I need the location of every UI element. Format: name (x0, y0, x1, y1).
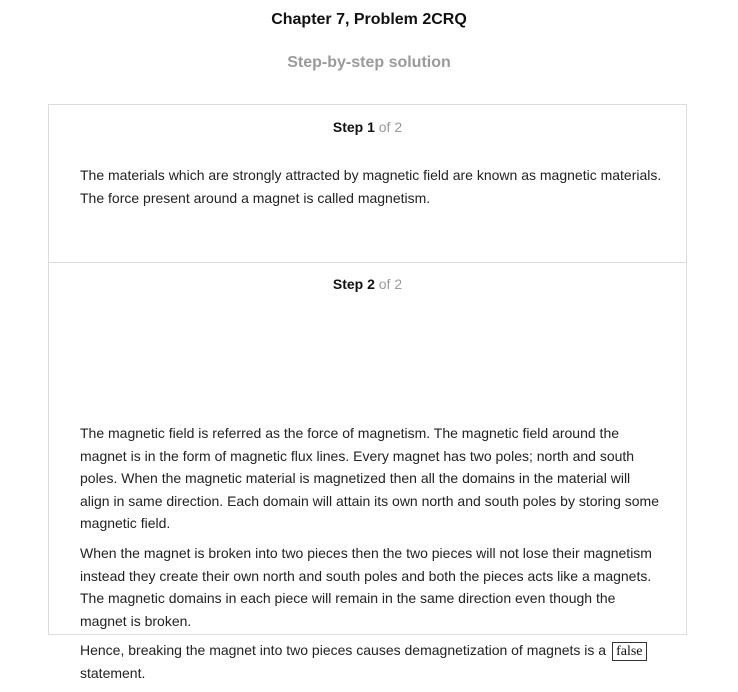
answer-box: false (612, 642, 646, 661)
step-2-paragraph-2: When the magnet is broken into two pieces then the two pieces will not lose their magnetism instead they create their own north and south poles and both the pieces acts like a magnets. The magnetic domains in each piece will remain in the same direction even though the magnet is broken. (80, 544, 652, 629)
page-subtitle: Step-by-step solution (287, 54, 451, 71)
step-2-label: Step 2 (332, 276, 375, 292)
step-1-paragraph: The materials which are strongly attracted by magnetic field are known as magnetic materials. The force present around a magnet is called magnetism. (80, 167, 662, 206)
step-1-count: of 2 (378, 119, 403, 135)
step-2-conclusion (80, 639, 662, 684)
step-1-body (80, 164, 662, 216)
step-2-paragraph-1: The magnetic field is referred as the force of magnetism. The magnetic field around the magnet is in the form of magnetic flux lines. Every magnet has two poles; north and south poles. When the magnetic material is magnetized then all the domains in the material will align in same direction. Each domain will attain its own north and south poles by storing some magnetic field. (80, 425, 659, 532)
step-1-section (49, 105, 686, 263)
step-2-section (49, 262, 686, 681)
step-1-label: Step 1 (332, 119, 375, 135)
step-2-count: of 2 (378, 276, 403, 292)
step-1-header (49, 119, 686, 135)
conclusion-prefix: Hence, breaking the magnet into two pieces causes demagnetization of magnets is a (80, 642, 607, 659)
page-title: Chapter 7, Problem 2CRQ (271, 11, 467, 28)
step-2-header (49, 276, 686, 292)
conclusion-suffix: statement. (80, 664, 146, 681)
solution-card (48, 104, 687, 681)
step-2-body (80, 422, 662, 692)
